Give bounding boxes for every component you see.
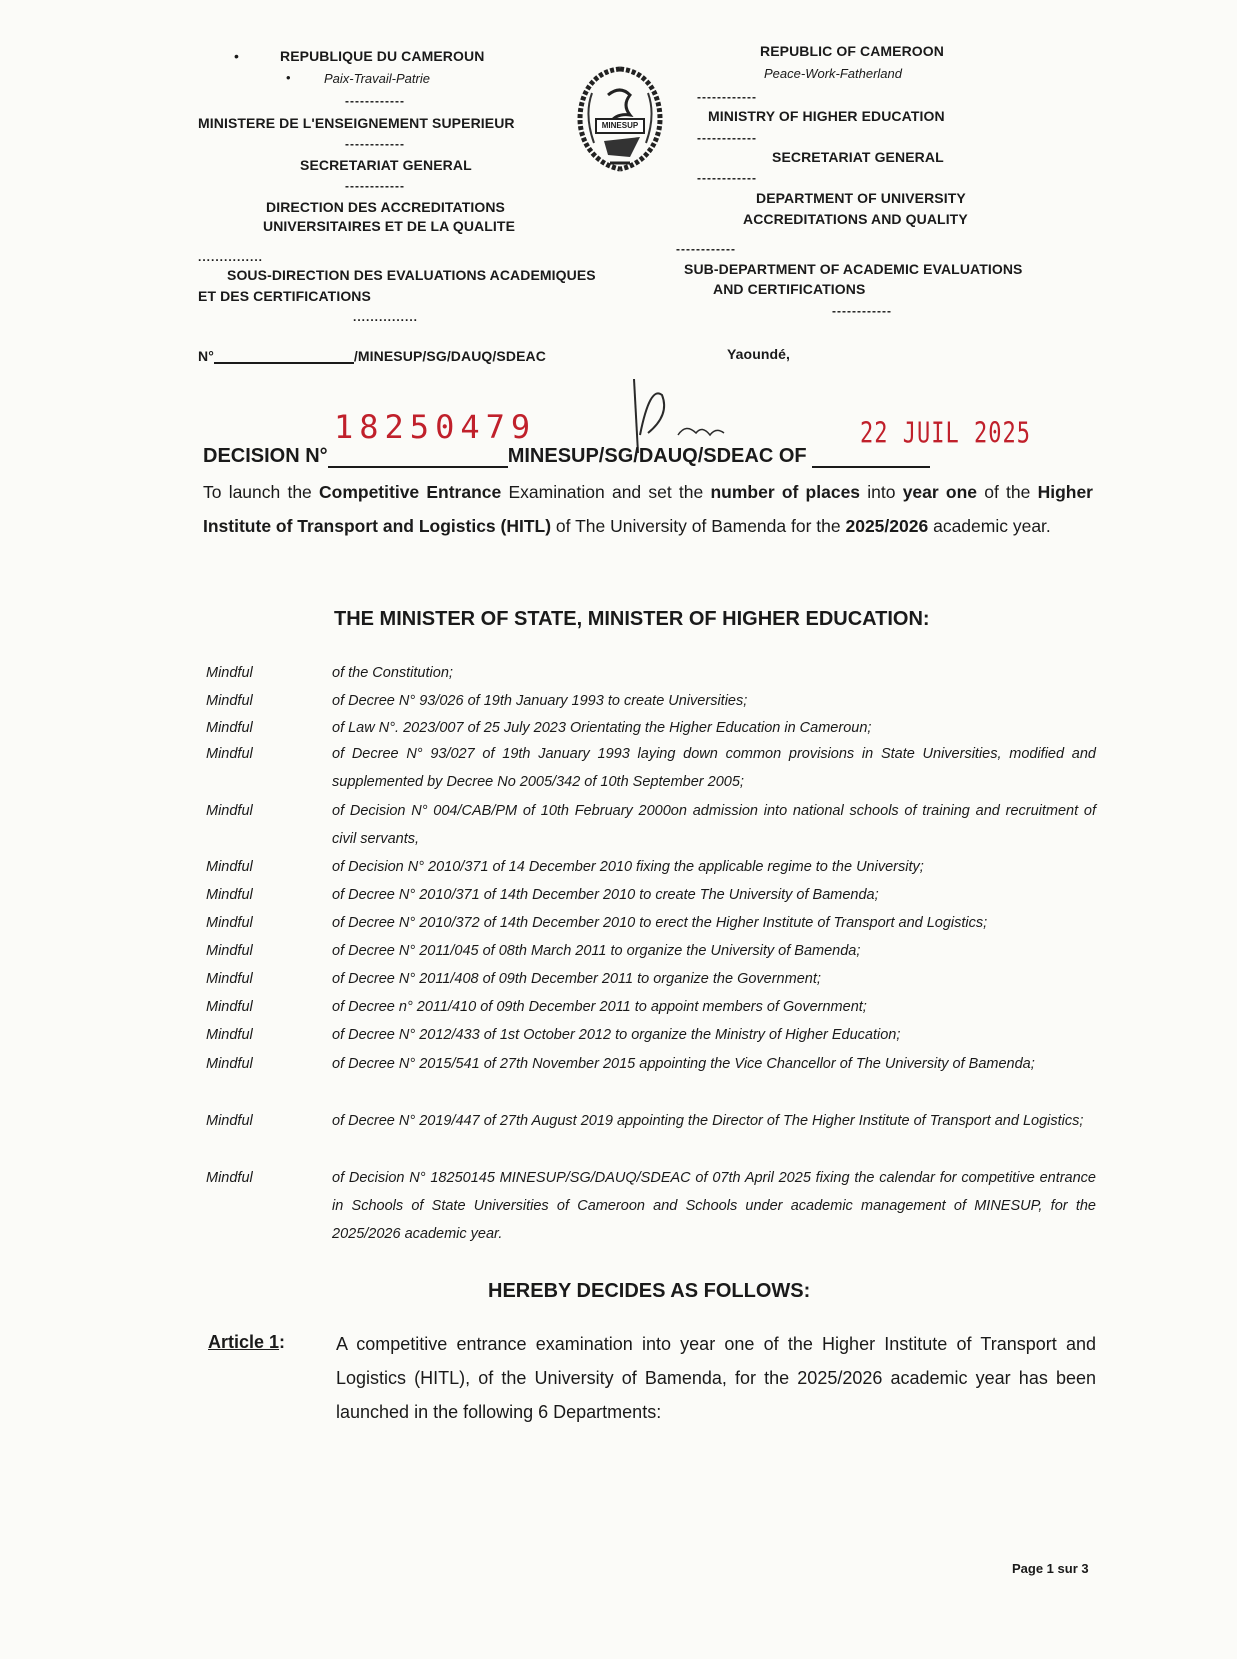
header-en-separator: ------------: [676, 242, 736, 256]
reference-blank: [214, 362, 354, 364]
decision-number-stamp: 18250479: [334, 408, 537, 446]
decision-prefix: DECISION N°: [203, 445, 328, 467]
header-en-separator: ------------: [697, 90, 757, 104]
purpose-emphasis: 2025/2026: [845, 516, 929, 536]
decision-date-stamp: 22 JUIL 2025: [860, 418, 1031, 451]
header-en-department-line1: DEPARTMENT OF UNIVERSITY: [756, 190, 966, 206]
reference-place: Yaoundé,: [727, 346, 791, 362]
purpose-text: of the: [977, 482, 1038, 502]
mindful-text: of Decree N° 2012/433 of 1st October 2012 to organize the Ministry of Higher Education;: [332, 1027, 901, 1043]
mindful-text: of Decision N° 004/CAB/PM of 10th February 2000on admission into national schools of training and recruitment of civil servants,: [332, 803, 1096, 847]
decision-title: [203, 445, 930, 468]
header-fr-motto: Paix-Travail-Patrie: [324, 71, 430, 86]
mindful-label: Mindful: [206, 746, 253, 762]
minister-title: THE MINISTER OF STATE, MINISTER OF HIGHER EDUCATION:: [334, 608, 930, 630]
mindful-text: of the Constitution;: [332, 665, 453, 681]
header-fr-separator: ------------: [345, 179, 405, 193]
mindful-label: Mindful: [206, 859, 253, 875]
header-fr-subdirection-line2: ET DES CERTIFICATIONS: [198, 288, 371, 304]
mindful-label: Mindful: [206, 665, 253, 681]
purpose-text: into: [860, 482, 903, 502]
mindful-label: Mindful: [206, 1056, 253, 1072]
reference-suffix: /MINESUP/SG/DAUQ/SDEAC: [353, 348, 546, 364]
article1-heading: [208, 1332, 285, 1353]
header-fr-separator: ------------: [345, 94, 405, 108]
purpose-emphasis: Higher Institute of Transport and Logistics (HITL): [203, 482, 1093, 536]
mindful-label: Mindful: [206, 720, 253, 736]
bullet-mark: •: [286, 70, 291, 85]
mindful-label: Mindful: [206, 971, 253, 987]
purpose-text: Examination and set the: [501, 482, 711, 502]
decision-date-blank: [812, 466, 930, 468]
mindful-text: of Decision N° 18250145 MINESUP/SG/DAUQ/SDEAC of 07th April 2025 fixing the calendar for competitive entrance in Schools of State Universities of Cameroon and Schools under academic management of MINESUP, for the 2025/2026 academic year.: [332, 1170, 1096, 1242]
mindful-label: Mindful: [206, 915, 253, 931]
purpose-emphasis: year one: [902, 482, 978, 502]
mindful-text: of Law N°. 2023/007 of 25 July 2023 Orientating the Higher Education in Cameroun;: [332, 720, 872, 736]
mindful-text: of Decree N° 93/026 of 19th January 1993 to create Universities;: [332, 693, 748, 709]
header-fr-direction-line1: DIRECTION DES ACCREDITATIONS: [266, 199, 505, 215]
purpose-text: academic year.: [928, 516, 1051, 536]
mindful-text: of Decree N° 2011/408 of 09th December 2011 to organize the Government;: [332, 971, 821, 987]
header-fr-separator: ------------: [345, 137, 405, 151]
purpose-emphasis: Competitive Entrance: [319, 482, 502, 502]
mindful-text: of Decree N° 2011/045 of 08th March 2011 to organize the University of Bamenda;: [332, 943, 861, 959]
article1-colon: :: [279, 1332, 286, 1352]
page-number: Page 1 sur 3: [1012, 1561, 1089, 1576]
purpose-text: of The University of Bamenda for the: [551, 516, 846, 536]
header-en-separator: ------------: [697, 131, 757, 145]
mindful-label: Mindful: [206, 943, 253, 959]
mindful-text: of Decision N° 2010/371 of 14 December 2010 fixing the applicable regime to the University;: [332, 859, 924, 875]
mindful-label: Mindful: [206, 1170, 253, 1186]
mindful-label: Mindful: [206, 693, 253, 709]
mindful-label: Mindful: [206, 1113, 253, 1129]
mindful-label: Mindful: [206, 803, 253, 819]
decides-title: HEREBY DECIDES AS FOLLOWS:: [488, 1280, 811, 1302]
purpose-emphasis: number of places: [710, 482, 861, 502]
header-fr-subdirection-line1: SOUS-DIRECTION DES EVALUATIONS ACADEMIQUES: [227, 267, 596, 283]
mindful-text: of Decree N° 2015/541 of 27th November 2015 appointing the Vice Chancellor of The University of Bamenda;: [332, 1056, 1035, 1072]
header-en-motto: Peace-Work-Fatherland: [764, 66, 902, 81]
mindful-label: Mindful: [206, 887, 253, 903]
minesup-logo: [570, 65, 670, 180]
header-en-separator: ------------: [832, 304, 892, 318]
header-fr-secretariat: SECRETARIAT GENERAL: [300, 157, 472, 173]
header-fr-separator-dots: ...............: [198, 250, 264, 264]
header-en-republic: REPUBLIC OF CAMEROON: [760, 43, 944, 59]
header-en-department-line2: ACCREDITATIONS AND QUALITY: [743, 211, 968, 227]
mindful-text: of Decree N° 93/027 of 19th January 1993 laying down common provisions in State Universities, modified and supplemented by Decree No 2005/342 of 10th September 2005;: [332, 746, 1096, 790]
bullet-mark: •: [234, 48, 239, 64]
header-en-secretariat: SECRETARIAT GENERAL: [772, 149, 944, 165]
mindful-label: Mindful: [206, 1027, 253, 1043]
header-fr-separator-dots: ...............: [353, 310, 419, 324]
reference-number: [198, 348, 546, 364]
purpose-text: To launch the: [203, 482, 319, 502]
reference-prefix: N°: [198, 348, 214, 364]
article1-label: Article 1: [208, 1332, 280, 1352]
header-fr-direction-line2: UNIVERSITAIRES ET DE LA QUALITE: [263, 218, 516, 234]
mindful-text: of Decree N° 2010/372 of 14th December 2010 to erect the Higher Institute of Transport and Logistics;: [332, 915, 988, 931]
mindful-label: Mindful: [206, 999, 253, 1015]
header-en-separator: ------------: [697, 171, 757, 185]
decision-middle: MINESUP/SG/DAUQ/SDEAC OF: [507, 445, 807, 467]
mindful-text: of Decree N° 2019/447 of 27th August 2019 appointing the Director of The Higher Institute of Transport and Logistics;: [332, 1113, 1084, 1129]
header-en-ministry: MINISTRY OF HIGHER EDUCATION: [708, 108, 945, 124]
header-en-subdepartment-line1: SUB-DEPARTMENT OF ACADEMIC EVALUATIONS: [684, 261, 1023, 277]
header-fr-republic: REPUBLIQUE DU CAMEROUN: [280, 48, 485, 64]
decision-number-blank: [328, 466, 508, 468]
logo-text: MINESUP: [601, 121, 639, 130]
mindful-text: of Decree n° 2011/410 of 09th December 2011 to appoint members of Government;: [332, 999, 867, 1015]
article1-text: A competitive entrance examination into year one of the Higher Institute of Transport and Logistics (HITL), of the University of Bamenda, for the 2025/2026 academic year has been launched in the following 6 Departments:: [336, 1334, 1096, 1422]
decision-purpose: [203, 475, 1093, 543]
mindful-text: of Decree N° 2010/371 of 14th December 2010 to create The University of Bamenda;: [332, 887, 879, 903]
header-en-subdepartment-line2: AND CERTIFICATIONS: [713, 281, 866, 297]
header-fr-ministry: MINISTERE DE L'ENSEIGNEMENT SUPERIEUR: [198, 115, 515, 131]
